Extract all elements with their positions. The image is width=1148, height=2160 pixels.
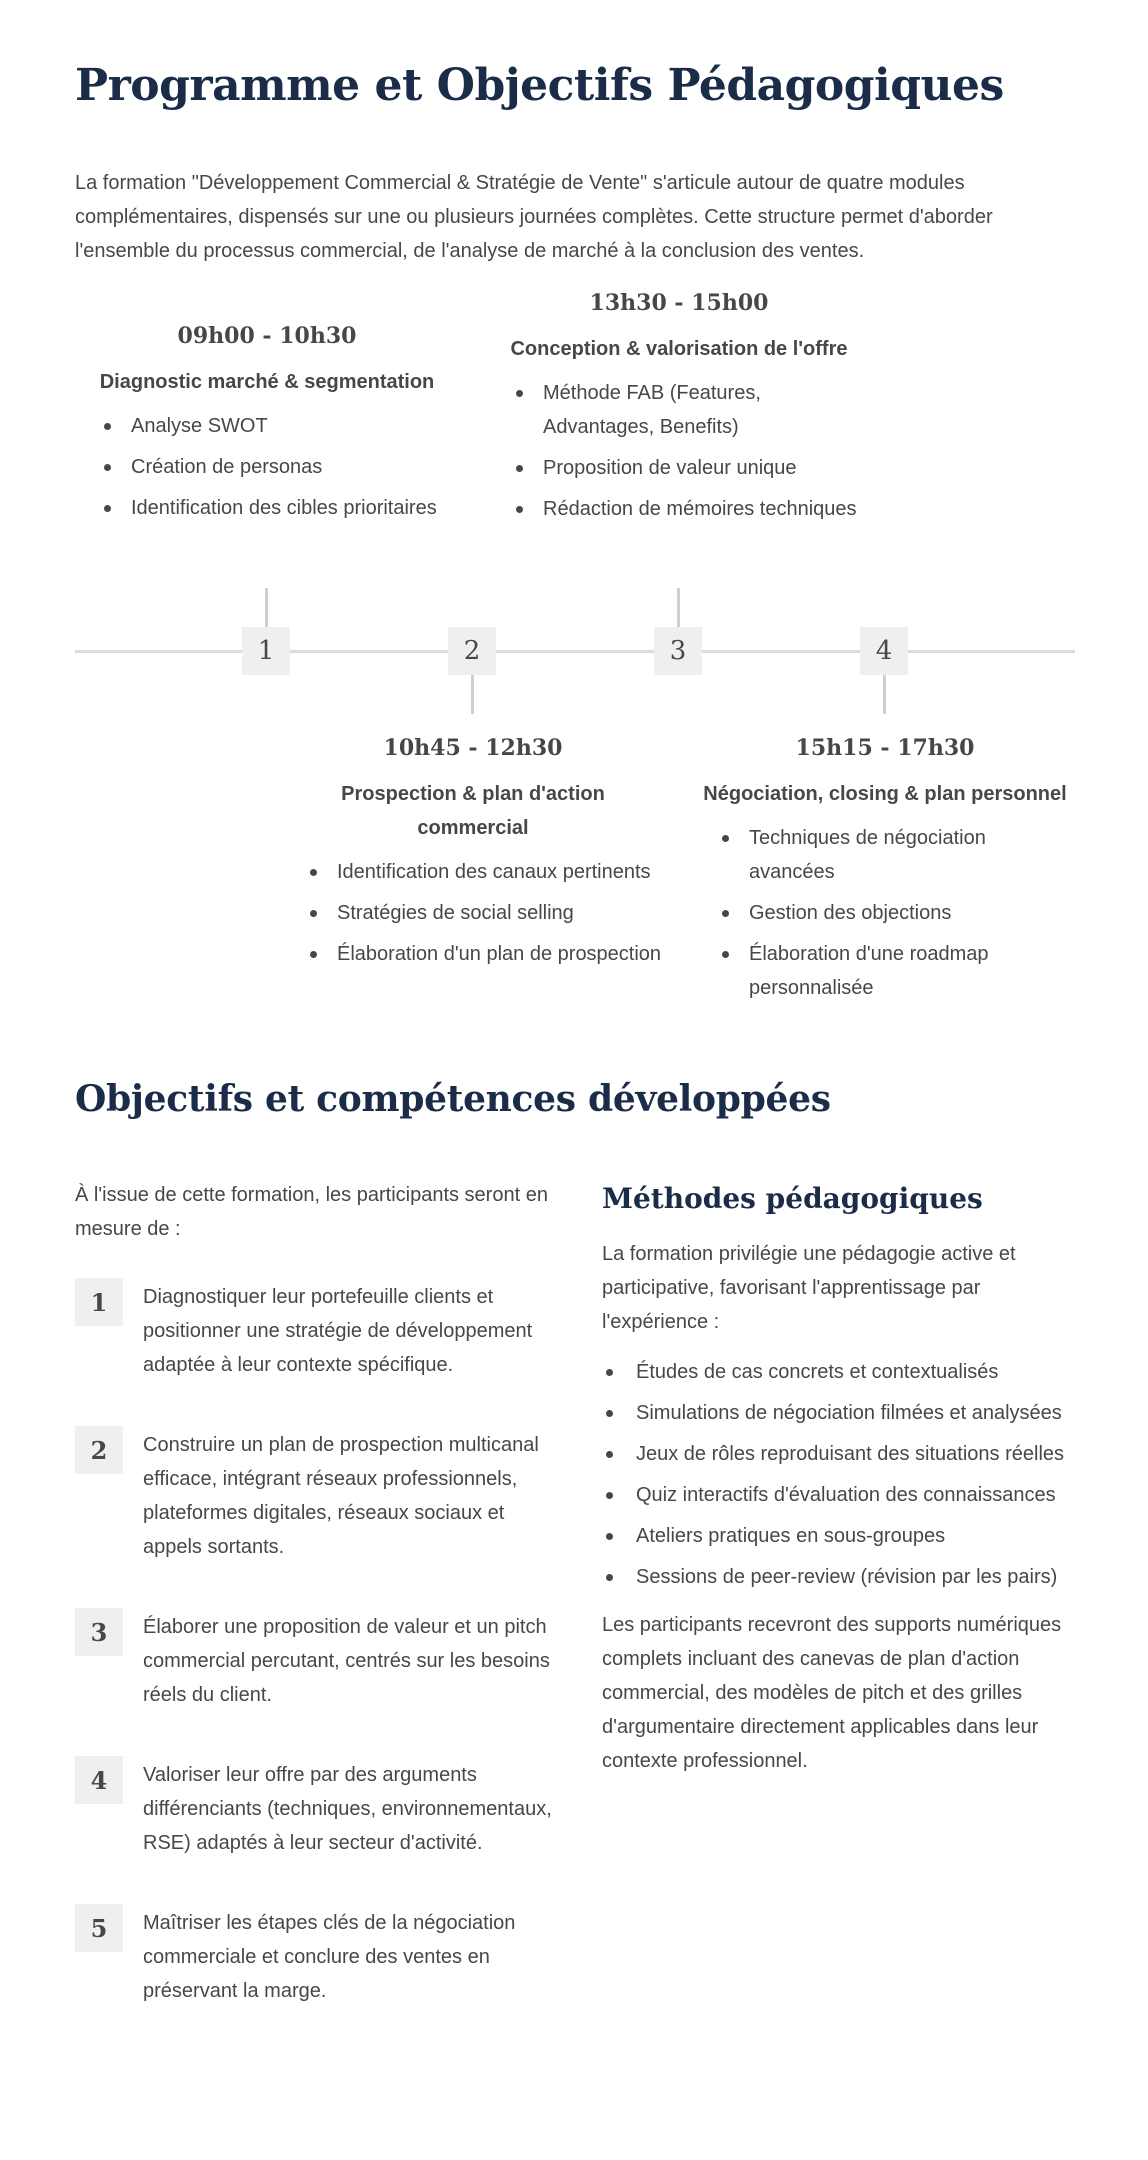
- module-time: 10h45 - 12h30: [383, 735, 563, 761]
- timeline-tick-3: [677, 588, 680, 628]
- list-item: Identification des cibles prioritaires: [77, 491, 457, 525]
- list-item: Analyse SWOT: [77, 409, 457, 443]
- list-item: Méthode FAB (Features, Advantages, Benefits): [489, 376, 869, 444]
- objective-item: [75, 1426, 565, 1564]
- objective-number: 5: [75, 1904, 123, 1952]
- list-item: Études de cas concrets et contextualisés: [602, 1355, 1082, 1389]
- timeline-step-2: 2: [448, 627, 496, 675]
- module-1: [77, 323, 457, 532]
- objective-number: 3: [75, 1608, 123, 1656]
- list-item: Sessions de peer-review (révision par les pairs): [602, 1560, 1082, 1594]
- objective-text: Élaborer une proposition de valeur et un pitch commercial percutant, centrés sur les besoins réels du client.: [143, 1616, 550, 1706]
- module-time: 15h15 - 17h30: [795, 735, 975, 761]
- module-list: [489, 376, 869, 526]
- list-item: Jeux de rôles reproduisant des situations réelles: [602, 1437, 1082, 1471]
- timeline-tick-4: [883, 674, 886, 714]
- list-item: Stratégies de social selling: [283, 896, 663, 930]
- timeline-line: [75, 650, 1075, 653]
- objective-number: 4: [75, 1756, 123, 1804]
- module-list: [77, 409, 457, 525]
- objective-item: [75, 1608, 565, 1712]
- objective-text: Maîtriser les étapes clés de la négociation commerciale et conclure des ventes en préservant la marge.: [143, 1912, 516, 2002]
- objectives-intro: À l'issue de cette formation, les participants seront en mesure de :: [75, 1184, 548, 1240]
- module-list: [283, 855, 663, 971]
- objective-text: Diagnostiquer leur portefeuille clients et positionner une stratégie de développement adaptée à leur contexte spécifique.: [143, 1286, 533, 1376]
- timeline: [75, 290, 1075, 1060]
- objective-number: 1: [75, 1278, 123, 1326]
- objective-text: Construire un plan de prospection multicanal efficace, intégrant réseaux professionnels, plateformes digitales, réseaux sociaux et appels sortants.: [143, 1434, 539, 1558]
- timeline-step-1: 1: [242, 627, 290, 675]
- module-title: Diagnostic marché & segmentation: [99, 371, 435, 393]
- module-time: 09h00 - 10h30: [177, 323, 357, 349]
- module-3: [489, 290, 869, 533]
- list-item: Techniques de négociation avancées: [695, 821, 1075, 889]
- list-item: Identification des canaux pertinents: [283, 855, 663, 889]
- module-4: [695, 735, 1075, 1012]
- objective-item: [75, 1756, 565, 1860]
- objectives-heading: Objectifs et compétences développées: [75, 1078, 831, 1120]
- list-item: Simulations de négociation filmées et analysées: [602, 1396, 1082, 1430]
- module-title: Prospection & plan d'action commercial: [341, 783, 605, 839]
- timeline-tick-1: [265, 588, 268, 628]
- timeline-step-3: 3: [654, 627, 702, 675]
- list-item: Création de personas: [77, 450, 457, 484]
- objective-text: Valoriser leur offre par des arguments différenciants (techniques, environnementaux, RSE) adaptés à leur secteur d'activité.: [143, 1764, 552, 1854]
- module-title: Négociation, closing & plan personnel: [703, 783, 1067, 805]
- objectives-column: [75, 1178, 565, 2052]
- objective-item: [75, 1904, 565, 2008]
- timeline-step-4: 4: [860, 627, 908, 675]
- intro-paragraph: La formation "Développement Commercial & Stratégie de Vente" s'articule autour de quatre modules complémentaires, dispensés sur une ou plusieurs journées complètes. Cette structure permet d'aborder l'ensemble du processus commercial, de l'analyse de marché à la conclusion des ventes.: [75, 172, 993, 262]
- list-item: Ateliers pratiques en sous-groupes: [602, 1519, 1082, 1553]
- module-title: Conception & valorisation de l'offre: [510, 338, 848, 360]
- objective-number: 2: [75, 1426, 123, 1474]
- methods-outro: Les participants recevront des supports numériques complets incluant des canevas de plan d'action commercial, des modèles de pitch et des grilles d'argumentaire directement applicables dans leur contexte professionnel.: [602, 1614, 1062, 1772]
- module-time: 13h30 - 15h00: [589, 290, 769, 316]
- list-item: Proposition de valeur unique: [489, 451, 869, 485]
- methods-column: [602, 1182, 1082, 1778]
- list-item: Rédaction de mémoires techniques: [489, 492, 869, 526]
- module-2: [283, 735, 663, 978]
- page-title: Programme et Objectifs Pédagogiques: [75, 60, 1004, 111]
- timeline-tick-2: [471, 674, 474, 714]
- objective-item: [75, 1278, 565, 1382]
- methods-list: [602, 1355, 1082, 1594]
- list-item: Élaboration d'un plan de prospection: [283, 937, 663, 971]
- methods-heading: Méthodes pédagogiques: [602, 1182, 983, 1215]
- methods-intro: La formation privilégie une pédagogie active et participative, favorisant l'apprentissage par l'expérience :: [602, 1243, 1016, 1333]
- list-item: Élaboration d'une roadmap personnalisée: [695, 937, 1075, 1005]
- module-list: [695, 821, 1075, 1005]
- list-item: Quiz interactifs d'évaluation des connaissances: [602, 1478, 1082, 1512]
- list-item: Gestion des objections: [695, 896, 1075, 930]
